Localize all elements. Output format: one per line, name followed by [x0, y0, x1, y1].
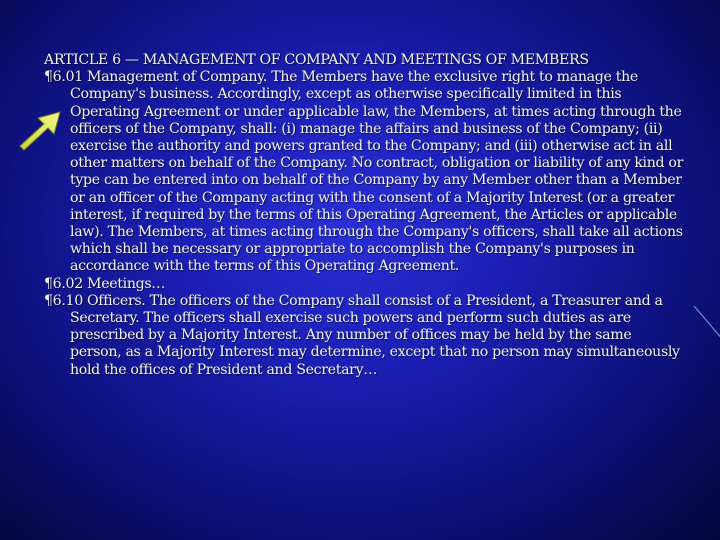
arrow-up-right-icon: [14, 106, 66, 154]
section-6-02-paragraph: ¶6.02 Meetings…: [44, 275, 166, 292]
slide-body: [44, 52, 684, 379]
article-heading: ARTICLE 6 — MANAGEMENT OF COMPANY AND MEETINGS OF MEMBERS: [44, 52, 589, 68]
section-6-10-paragraph: ¶6.10 Officers. The officers of the Company shall consist of a President, a Treasurer and a Secretary. The officers shall exercise such powers and perform such duties as are prescribed by a Majority Interest. Any number of offices may be held by the same person, as a Majority Interest may determine, except that no person may simultaneously hold the offices of President and Secretary…: [44, 292, 680, 378]
decorative-line: [690, 300, 720, 360]
section-6-01-paragraph: ¶6.01 Management of Company. The Members have the exclusive right to manage the Company's business. Accordingly, except as otherwise specifically limited in this Operating Agreement or under applicable law, the Members, at times acting through the officers of the Company, shall: (i) manage the affairs and business of the Company; (ii) exercise the authority and powers granted to the Company; and (iii) otherwise act in all other matters on behalf of the Company. No contract, obligation or liability of any kind or type can be entered into on behalf of the Company by any Member other than a Member or an officer of the Company acting with the consent of a Majority Interest (or a greater interest, if required by the terms of this Operating Agreement, the Articles or applicable law). The Members, at times acting through the Company's officers, shall take all actions which shall be necessary or appropriate to accomplish the Company's purposes in accordance with the terms of this Operating Agreement.: [44, 69, 684, 275]
